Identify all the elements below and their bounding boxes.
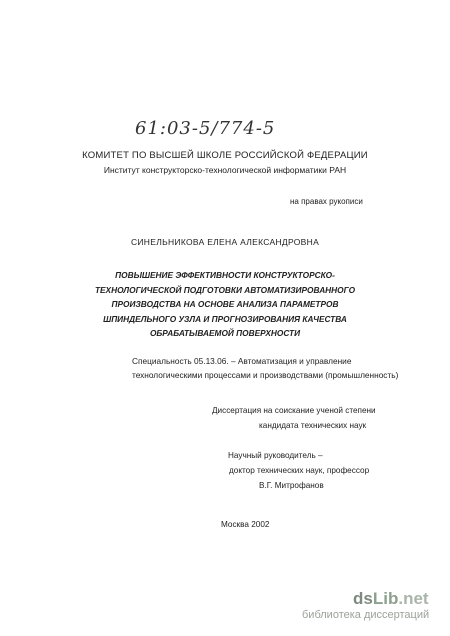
title-line: ТЕХНОЛОГИЧЕСКОЙ ПОДГОТОВКИ АВТОМАТИЗИРОВАННОГО [94,284,356,295]
supervisor-name: В.Г. Митрофанов [259,481,324,490]
watermark-logo-ds: ds [353,589,373,608]
degree-line-1: Диссертация на соискание ученой степени [212,406,376,415]
watermark-logo-net: .net [398,589,429,608]
title-line: ШПИНДЕЛЬНОГО УЗЛА И ПРОГНОЗИРОВАНИЯ КАЧЕСТВА [103,313,347,324]
watermark-subtitle[interactable]: библиотека диссертаций [302,609,430,621]
specialty-line-2: технологическими процессами и производствами (промышленность) [132,370,399,380]
supervisor-label: Научный руководитель – [228,451,323,460]
title-line: ПОВЫШЕНИЕ ЭФФЕКТИВНОСТИ КОНСТРУКТОРСКО- [115,270,335,280]
degree-line-2: кандидата технических наук [259,421,367,430]
dissertation-title [0,268,450,341]
institute-name: Институт конструкторско-технологической информатики РАН [103,165,347,175]
title-line: ОБРАБАТЫВАЕМОЙ ПОВЕРХНОСТИ [149,328,301,338]
manuscript-rights-note: на правах рукописи [290,197,363,206]
author-name: СИНЕЛЬНИКОВА ЕЛЕНА АЛЕКСАНДРОВНА [130,237,320,247]
title-line: ПРОИЗВОДСТВА НА ОСНОВЕ АНАЛИЗА ПАРАМЕТРОВ [111,299,339,309]
committee-heading: КОМИТЕТ ПО ВЫСШЕЙ ШКОЛЕ РОССИЙСКОЙ ФЕДЕРАЦИИ [82,150,368,161]
watermark-logo-lib: Lib [372,589,399,608]
watermark-logo[interactable] [353,589,429,609]
handwritten-archive-code: 61:03-5/774-5 [135,118,276,139]
supervisor-degree: доктор технических наук, профессор [229,466,370,475]
place-year: Москва 2002 [221,520,270,529]
specialty-line-1: Специальность 05.13.06. – Автоматизация и управление [132,356,352,366]
